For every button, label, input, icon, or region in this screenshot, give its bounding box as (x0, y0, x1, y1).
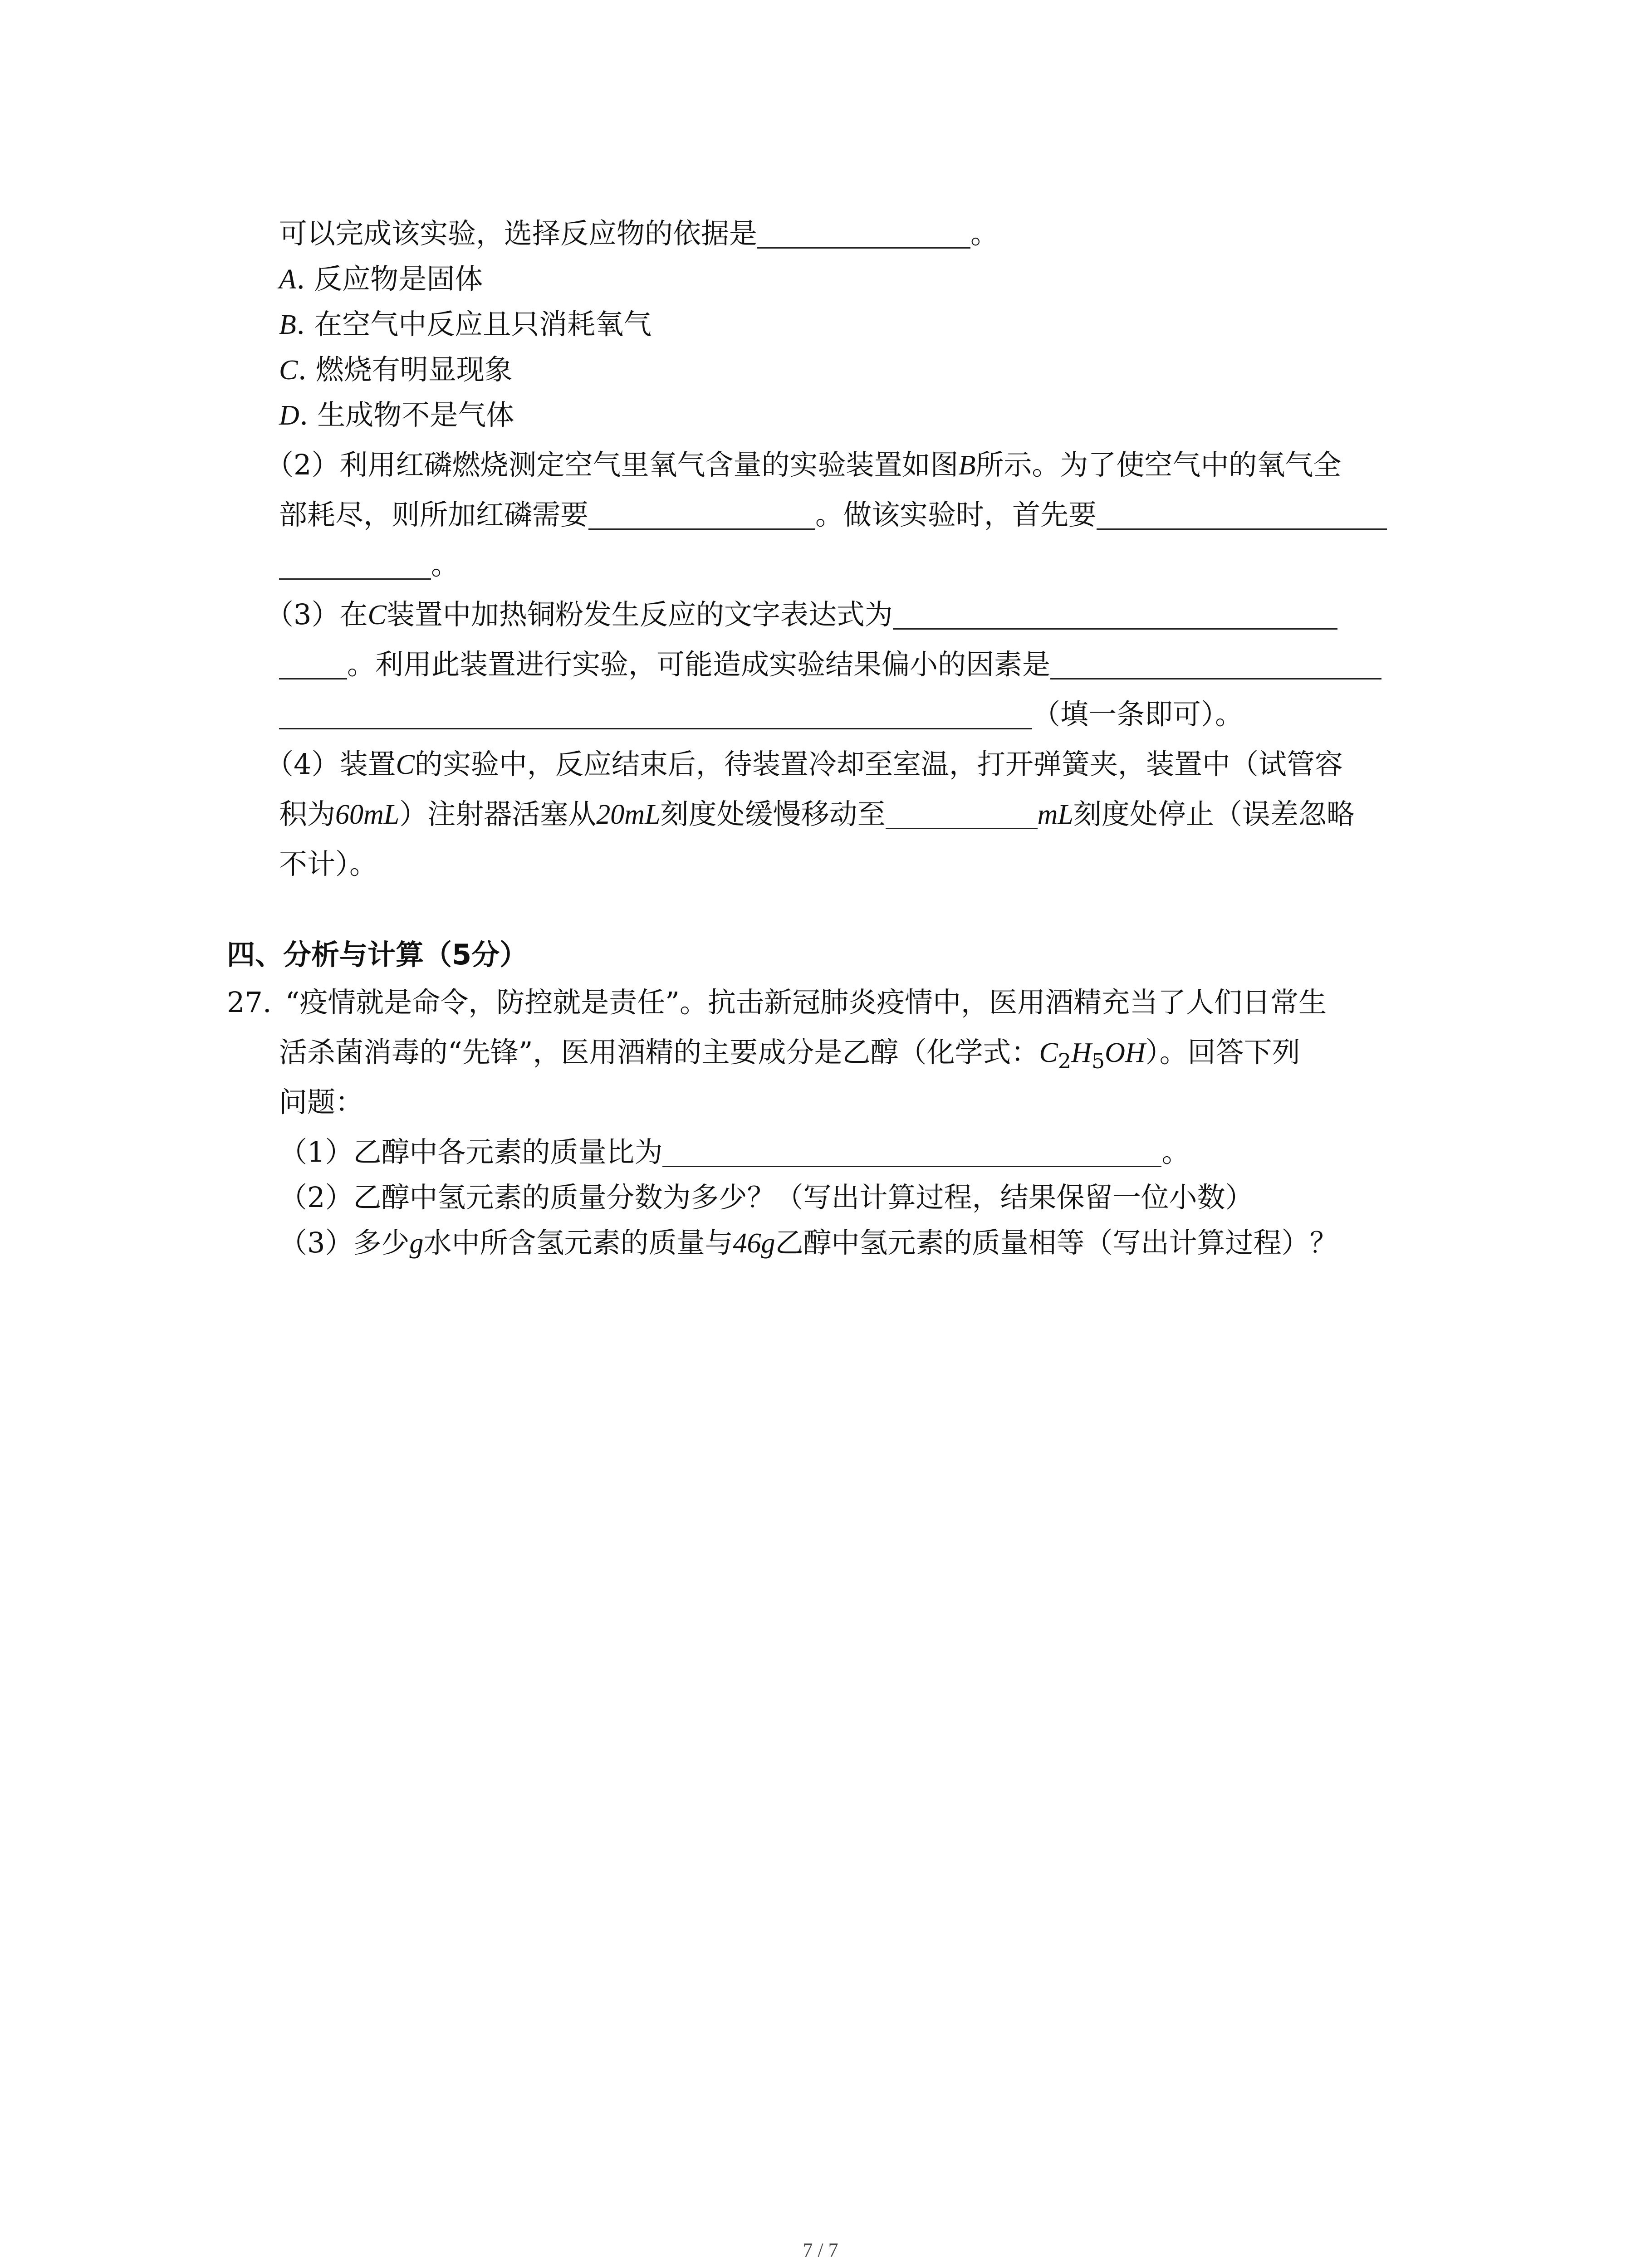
option-a-text: 反应物是固体 (314, 262, 483, 295)
part3-text-d: （填一条即可）。 (1032, 698, 1244, 731)
part4-text-e: 刻度处缓慢移动至 (660, 797, 886, 831)
q26-part2-line-1 (265, 447, 1341, 483)
option-d-sep: . (299, 398, 318, 431)
part3-text-a: （3）在 (265, 598, 368, 631)
option-c-text: 燃烧有明显现象 (315, 353, 513, 386)
part4-text-g: 不计）。 (279, 847, 378, 880)
q27-line-3-text: 问题： (279, 1085, 364, 1119)
part2-text-d: 。做该实验时，首先要 (815, 498, 1097, 531)
part2-text-c: 部耗尽，则所加红磷需要 (279, 498, 589, 531)
option-a-sep: . (296, 262, 314, 295)
q26-line-1-text: 可以完成该实验，选择反应物的依据是 (279, 217, 758, 250)
part2-var-b: B (958, 450, 976, 481)
option-d-letter: D (279, 400, 299, 431)
option-a-letter: A (279, 264, 296, 295)
q27-sub-1-blank[interactable] (662, 1138, 1161, 1167)
q27-line-1 (227, 984, 1327, 1021)
part4-num-60: 60 (335, 799, 364, 830)
option-b-sep: . (296, 308, 314, 341)
part2-blank-2[interactable] (1097, 500, 1387, 530)
q27-line-2 (279, 1034, 1300, 1073)
part3-var-c: C (367, 600, 387, 631)
q27-sub-3 (279, 1225, 1337, 1261)
q27-sub-1-text: （1）乙醇中各元素的质量比为 (279, 1135, 663, 1168)
formula-oh: OH (1105, 1037, 1146, 1068)
part3-blank-2[interactable] (1050, 650, 1381, 679)
q26-option-b (279, 306, 652, 342)
q26-part4-line-3 (279, 846, 377, 882)
q27-sub-3-text-c: 乙醇中氢元素的质量相等（写出计算过程）？ (775, 1226, 1338, 1259)
q27-line-1-text: “疫情就是命令，防控就是责任”。抗击新冠肺炎疫情中，医用酒精充当了人们日常生 (285, 986, 1327, 1019)
q27-sub-2-text: （2）乙醇中氢元素的质量分数为多少？（写出计算过程，结果保留一位小数） (279, 1181, 1254, 1214)
q26-part3-line-1 (265, 596, 1337, 633)
q27-number: 27. (227, 986, 272, 1019)
part4-num-20: 20 (596, 799, 625, 830)
formula-sub-5: 5 (1091, 1049, 1105, 1073)
part4-text-d: ）注射器活塞从 (399, 797, 597, 831)
part4-unit-3: mL (1037, 799, 1073, 830)
q27-sub-3-unit-g-2: g (761, 1228, 775, 1259)
part2-text-a: （2）利用红磷燃烧测定空气里氧气含量的实验装置如图 (265, 448, 959, 481)
part4-text-a: （4）装置 (265, 748, 396, 781)
q27-sub-3-unit-g-1: g (409, 1228, 424, 1259)
q26-line-1 (279, 215, 999, 252)
q26-option-c (279, 352, 513, 388)
q27-sub-3-text-a: （3）多少 (279, 1226, 410, 1259)
q26-part4-line-1 (265, 746, 1343, 782)
q27-sub-3-num-46: 46 (733, 1228, 761, 1259)
part4-unit-2: mL (624, 799, 661, 830)
q26-part3-line-3 (279, 696, 1243, 733)
option-d-text: 生成物不是气体 (317, 398, 514, 431)
q26-part2-line-2 (279, 497, 1387, 533)
part3-text-b: 装置中加热铜粉发生反应的文字表达式为 (386, 598, 893, 631)
part4-unit-1: mL (363, 799, 400, 830)
part2-blank-2-cont[interactable] (279, 550, 431, 580)
part3-blank-2-cont[interactable] (279, 700, 1032, 729)
option-c-sep: . (298, 353, 316, 386)
part2-text-b: 所示。为了使空气中的氧气全 (975, 448, 1342, 481)
part3-blank-1-cont[interactable] (279, 650, 347, 679)
part4-var-c: C (396, 749, 415, 780)
part4-text-b: 的实验中，反应结束后，待装置冷却至室温，打开弹簧夹，装置中（试管容 (414, 748, 1343, 781)
page-number: 7 / 7 (803, 2239, 838, 2261)
option-c-letter: C (279, 355, 298, 386)
section-4-heading (227, 937, 528, 973)
q27-sub-1-end: 。 (1161, 1135, 1190, 1168)
q26-blank-1[interactable] (757, 219, 970, 249)
formula-sub-2: 2 (1058, 1049, 1072, 1073)
part3-text-c: 。利用此装置进行实验，可能造成实验结果偏小的因素是 (347, 648, 1051, 681)
q27-sub-3-text-b: 水中所含氢元素的质量与 (423, 1226, 733, 1259)
formula-h: H (1071, 1037, 1092, 1068)
part2-end: 。 (431, 548, 460, 581)
q26-part3-line-2 (279, 646, 1381, 683)
q26-part4-line-2 (279, 796, 1355, 832)
q27-sub-1 (279, 1134, 1190, 1170)
option-b-text: 在空气中反应且只消耗氧气 (314, 308, 652, 341)
part4-text-c: 积为 (279, 797, 336, 831)
part4-text-f: 刻度处停止（误差忽略 (1073, 797, 1355, 831)
q27-line-2-text-a: 活杀菌消毒的“先锋”，医用酒精的主要成分是乙醇（化学式： (279, 1036, 1039, 1069)
q26-option-d (279, 397, 514, 433)
part3-blank-1[interactable] (893, 600, 1337, 630)
part2-blank-1[interactable] (588, 500, 815, 530)
q26-line-1-end: 。 (970, 217, 999, 250)
formula-c: C (1039, 1037, 1058, 1068)
q27-sub-2 (279, 1179, 1253, 1216)
q26-part2-line-3 (279, 547, 459, 583)
section-4-heading-text: 四、分析与计算（5分） (227, 938, 528, 971)
q27-line-3 (279, 1084, 363, 1120)
part4-blank[interactable] (886, 800, 1038, 829)
option-b-letter: B (279, 309, 296, 340)
q27-line-2-text-b: ）。回答下列 (1145, 1036, 1300, 1069)
q26-option-a (279, 261, 483, 297)
